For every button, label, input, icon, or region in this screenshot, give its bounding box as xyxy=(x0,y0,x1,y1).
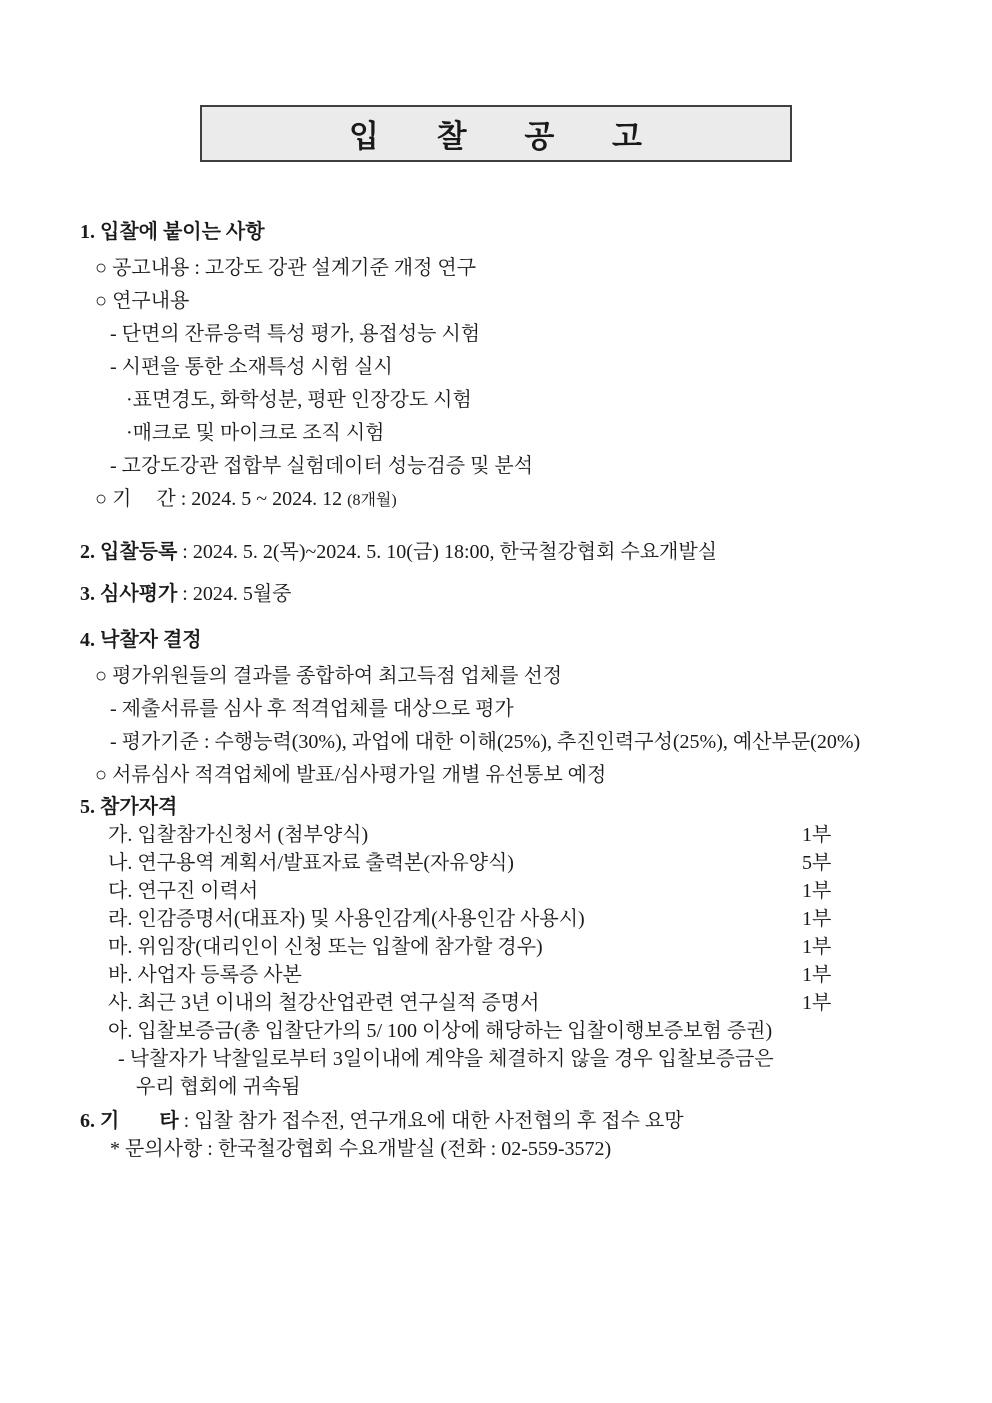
section-3-value: : 2024. 5월중 xyxy=(177,583,292,605)
copy-count: 1부 xyxy=(802,824,832,846)
title-box xyxy=(200,105,792,162)
requirement-label: 바. 사업자 등록증 사본 xyxy=(108,964,302,986)
requirement-label: 가. 입찰참가신청서 (첨부양식) xyxy=(108,824,369,846)
requirement-row xyxy=(80,933,930,961)
copy-count: 1부 xyxy=(802,880,832,902)
evaluation-line: ○ 평가위원들의 결과를 종합하여 최고득점 업체를 선정 xyxy=(95,665,563,687)
requirement-row xyxy=(80,961,930,989)
research-item-line: - 고강도강관 접합부 실험데이터 성능검증 및 분석 xyxy=(110,455,534,477)
section-3-heading: 3. 심사평가 xyxy=(80,583,178,605)
section-5-heading: 5. 참가자격 xyxy=(80,796,178,818)
page-title: 입 찰 공 고 xyxy=(348,119,644,154)
section-2-heading: 2. 입찰등록 xyxy=(80,541,178,563)
deposit-forfeit-continuation: 우리 협회에 귀속됨 xyxy=(136,1076,301,1098)
deposit-forfeit-line: - 낙찰자가 낙찰일로부터 3일이내에 계약을 체결하지 않을 경우 입찰보증금은 xyxy=(118,1048,774,1070)
section-4-heading: 4. 낙찰자 결정 xyxy=(80,629,202,651)
period-duration-note: (8개월) xyxy=(347,492,397,509)
requirement-row xyxy=(80,905,930,933)
copy-count: 1부 xyxy=(802,908,832,930)
section-3-line xyxy=(80,578,930,611)
section-2-value: : 2024. 5. 2(목)~2024. 5. 10(금) 18:00, 한국철강협회 수요개발실 xyxy=(177,541,718,563)
evaluation-item-line: - 제출서류를 심사 후 적격업체를 대상으로 평가 xyxy=(110,698,514,720)
research-content-line: ○ 연구내용 xyxy=(95,290,190,312)
requirement-label: 나. 연구용역 계획서/발표자료 출력본(자유양식) xyxy=(108,852,514,874)
research-item-line: - 단면의 잔류응력 특성 평가, 용접성능 시험 xyxy=(110,323,481,345)
notification-line: ○ 서류심사 적격업체에 발표/심사평가일 개별 유선통보 예정 xyxy=(95,764,607,786)
section-1-heading: 1. 입찰에 붙이는 사항 xyxy=(80,221,265,243)
evaluation-criteria-line: - 평가기준 : 수행능력(30%), 과업에 대한 이해(25%), 추진인력구성(25%), 예산부문(20%) xyxy=(110,731,861,753)
requirement-row xyxy=(80,1017,930,1045)
section-6-heading: 6. 기 타 xyxy=(80,1110,179,1132)
requirement-label: 다. 연구진 이력서 xyxy=(108,880,259,902)
requirement-row xyxy=(80,877,930,905)
research-item-line: - 시편을 통한 소재특성 시험 실시 xyxy=(110,356,393,378)
period-text: ○ 기 간 : 2024. 5 ~ 2024. 12 xyxy=(95,488,348,510)
copy-count: 1부 xyxy=(802,936,832,958)
copy-count: 1부 xyxy=(802,964,832,986)
section-2-line xyxy=(80,536,930,569)
research-subitem-line: ·표면경도, 화학성분, 평판 인장강도 시험 xyxy=(126,389,472,411)
requirement-label: 라. 인감증명서(대표자) 및 사용인감계(사용인감 사용시) xyxy=(108,908,585,930)
copy-count: 5부 xyxy=(802,852,832,874)
requirement-label: 사. 최근 3년 이내의 철강산업관련 연구실적 증명서 xyxy=(108,992,540,1014)
copy-count: 1부 xyxy=(802,992,832,1014)
requirement-label: 아. 입찰보증금(총 입찰단가의 5/ 100 이상에 해당하는 입찰이행보증보험 증권) xyxy=(108,1020,773,1042)
requirement-row xyxy=(80,821,930,849)
section-6-value: : 입찰 참가 접수전, 연구개요에 대한 사전협의 후 접수 요망 xyxy=(178,1110,684,1132)
section-6-line xyxy=(80,1107,930,1135)
requirement-label: 마. 위임장(대리인이 신청 또는 입찰에 참가할 경우) xyxy=(108,936,543,958)
notice-content-line: ○ 공고내용 : 고강도 강관 설계기준 개정 연구 xyxy=(95,257,477,279)
period-line xyxy=(80,483,930,516)
requirement-row xyxy=(80,849,930,877)
contact-info-line: * 문의사항 : 한국철강협회 수요개발실 (전화 : 02-559-3572) xyxy=(110,1138,612,1160)
research-subitem-line: ·매크로 및 마이크로 조직 시험 xyxy=(126,422,385,444)
requirement-row xyxy=(80,989,930,1017)
